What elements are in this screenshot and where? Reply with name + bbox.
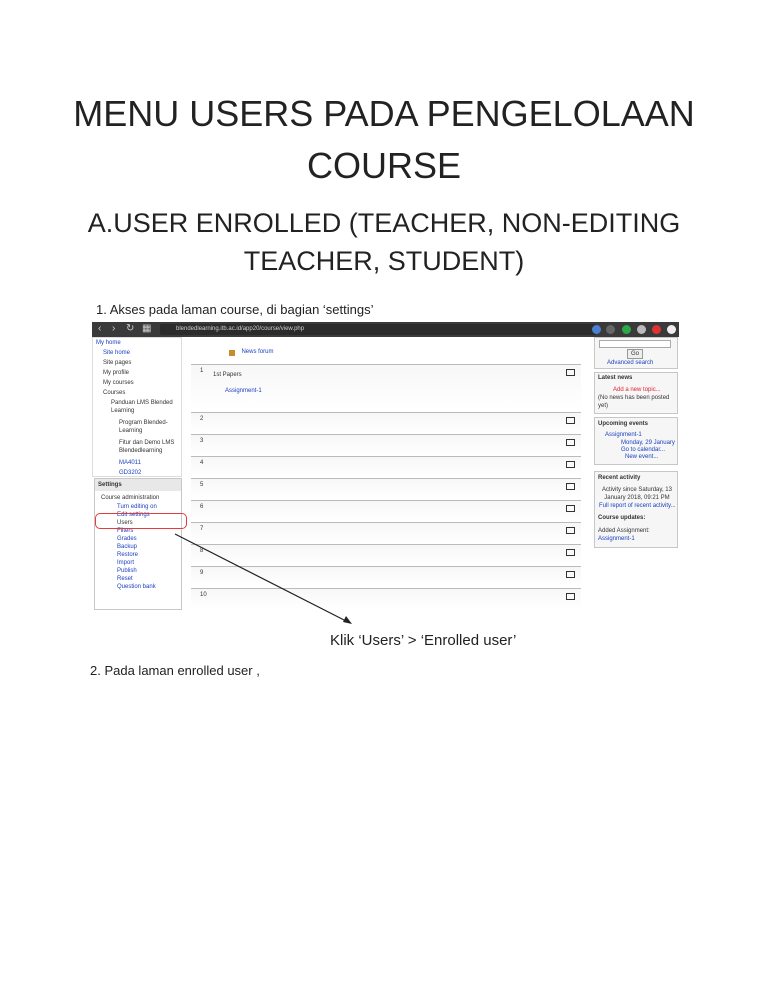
step-2-text: 2. Pada laman enrolled user ,	[90, 663, 260, 678]
forward-icon[interactable]: ›	[112, 323, 116, 334]
topic-row: 6	[191, 500, 581, 521]
topic-row: 4	[191, 456, 581, 477]
go-button[interactable]: Go	[627, 349, 643, 359]
topic-row: 1 1st Papers Assignment-1	[191, 364, 581, 411]
topic-row: 2	[191, 412, 581, 433]
nav-course-fitur[interactable]: Fitur dan Demo LMS Blendedlearning	[119, 440, 175, 454]
settings-question-bank[interactable]: Question bank	[117, 584, 156, 590]
settings-backup[interactable]: Backup	[117, 544, 138, 550]
activity-since: Activity since Saturday, 13 January 2018, 09:21 PM	[602, 487, 672, 501]
assignment-link[interactable]: Assignment-1	[225, 388, 262, 394]
added-assignment-link[interactable]: Assignment-1	[598, 536, 635, 542]
calendar-link[interactable]: Go to calendar...	[621, 447, 666, 453]
settings-turn-editing-on[interactable]: Turn editing on	[117, 504, 157, 510]
settings-reset[interactable]: Reset	[117, 576, 133, 582]
topic-row: 10	[191, 588, 581, 609]
address-bar[interactable]: blendedlearning.itb.ac.id/app20/course/view.php	[160, 324, 596, 335]
settings-grades[interactable]: Grades	[117, 536, 137, 542]
course-administration-heading: Course administration	[101, 495, 160, 501]
section-heading: A.USER ENROLLED (TEACHER, NON-EDITING TEACHER, STUDENT)	[87, 208, 681, 276]
reload-icon[interactable]: ↻	[126, 323, 135, 334]
settings-filters[interactable]: Filters	[117, 528, 134, 534]
settings-restore[interactable]: Restore	[117, 552, 139, 558]
news-forum-link[interactable]: News forum	[241, 349, 274, 355]
new-event-link[interactable]: New event...	[625, 454, 659, 460]
nav-course-panduan[interactable]: Panduan LMS Blended Learning	[111, 400, 173, 414]
advanced-search-link[interactable]: Advanced search	[607, 360, 654, 366]
added-assignment-label: Added Assignment:	[598, 528, 650, 534]
back-icon[interactable]: ‹	[98, 323, 102, 334]
nav-course-gd3202[interactable]: GD3202	[119, 470, 142, 476]
course-updates-heading: Course updates:	[598, 515, 646, 521]
event-date: Monday, 29 January	[621, 440, 675, 446]
settings-users[interactable]: Users	[117, 520, 133, 526]
settings-publish[interactable]: Publish	[117, 568, 137, 574]
settings-import[interactable]: Import	[117, 560, 135, 566]
settings-edit-settings[interactable]: Edit settings	[117, 512, 150, 518]
annotation-caption: Klik ‘Users’ > ‘Enrolled user’	[330, 632, 517, 649]
apps-icon[interactable]: ▦	[142, 323, 152, 334]
topic-row: 3	[191, 434, 581, 455]
nav-my-home[interactable]: My home	[96, 340, 121, 346]
nav-course-program[interactable]: Program Blended-Learning	[119, 420, 168, 434]
add-topic-link[interactable]: Add a new topic...	[613, 387, 661, 393]
page-title: MENU USERS PADA PENGELOLAAN COURSE	[73, 93, 695, 186]
no-news-text: (No news has been posted yet)	[598, 395, 670, 409]
nav-courses[interactable]: Courses	[103, 390, 126, 396]
topic-row: 7	[191, 522, 581, 543]
topic-1-title: 1st Papers	[213, 372, 242, 378]
upcoming-events-title: Upcoming events	[598, 421, 649, 427]
nav-my-profile[interactable]: My profile	[103, 370, 130, 376]
step-1-text: 1. Akses pada laman course, di bagian ‘settings’	[96, 302, 374, 317]
nav-my-courses[interactable]: My courses	[103, 380, 134, 386]
topic-row: 5	[191, 478, 581, 499]
topic-row: 8	[191, 544, 581, 565]
nav-course-ma4011[interactable]: MA4011	[119, 460, 141, 466]
nav-site-home[interactable]: Site home	[103, 350, 131, 356]
nav-site-pages[interactable]: Site pages	[103, 360, 132, 366]
topic-row: 9	[191, 566, 581, 587]
event-link[interactable]: Assignment-1	[605, 432, 642, 438]
full-report-link[interactable]: Full report of recent activity...	[599, 503, 676, 509]
recent-activity-title: Recent activity	[598, 475, 641, 481]
latest-news-title: Latest news	[598, 375, 633, 381]
settings-title: Settings	[98, 482, 122, 488]
